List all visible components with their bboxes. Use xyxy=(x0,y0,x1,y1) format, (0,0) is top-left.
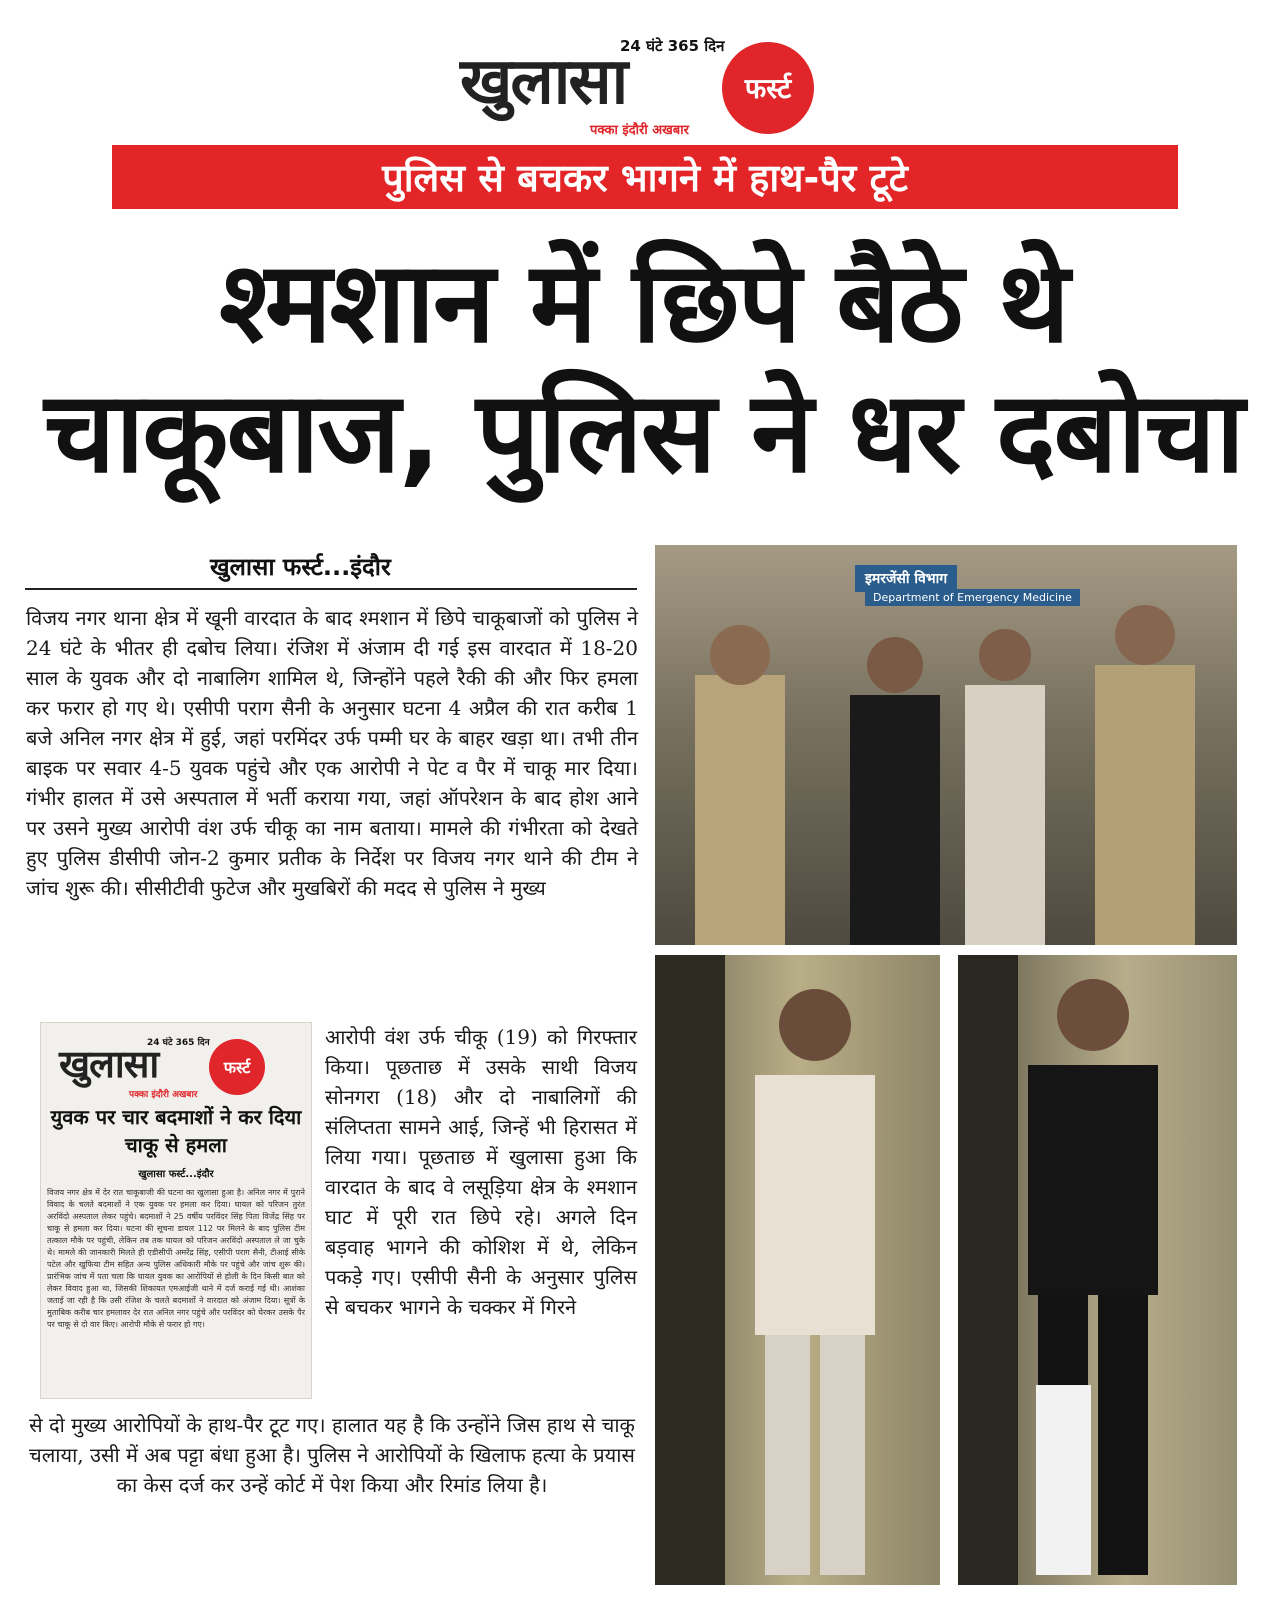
hospital-sign-english: Department of Emergency Medicine xyxy=(865,589,1080,606)
inset-dateline: खुलासा फर्स्ट...इंदौर xyxy=(138,1169,214,1180)
masthead-name: खुलासा xyxy=(460,45,627,119)
inset-subtitle: पक्का इंदौरी अखबार xyxy=(129,1090,198,1100)
inset-tagline: 24 घंटे 365 दिन xyxy=(147,1038,210,1048)
masthead-subtitle: पक्का इंदौरी अखबार xyxy=(590,123,689,138)
article-paragraph-1: विजय नगर थाना क्षेत्र में खूनी वारदात के बाद श्मशान में छिपे चाकूबाजों को पुलिस ने 24 घंटे के भीतर ही दबोच लिया। रंजिश में अंजाम दी गई इस वारदात में 18-20 साल के युवक और दो नाबालिग शामिल थे, जिन्होंने पहले रैकी की और फिर हमला कर फरार हो गए थे। एसीपी पराग सैनी के अनुसार घटना 4 अप्रैल की रात करीब 1 बजे अनिल नगर क्षेत्र में हुई, जहां परमिंदर उर्फ पम्मी घर के बाहर खड़ा था। तभी तीन बाइक पर सवार 4-5 युवक पहुंचे और एक आरोपी ने पेट व पैर में चाकू मार दिया। गंभीर हालत में उसे अस्पताल में भर्ती कराया गया, जहां ऑपरेशन के बाद होश आने पर उसने मुख्य आरोपी वंश उर्फ चीकू का नाम बताया। मामले की गंभीरता को देखते हुए पुलिस डीसीपी जोन-2 कुमार प्रतीक के निर्देश पर विजय नगर थाने की टीम ने जांच शुरू की। सीसीटीवी फुटेज और मुखबिरों की मदद से पुलिस ने मुख्य xyxy=(26,606,638,900)
inset-masthead-logo xyxy=(59,1035,299,1100)
masthead-tagline: 24 घंटे 365 दिन xyxy=(620,37,725,55)
headline-line-2: चाकूबाज, पुलिस ने धर दबोचा xyxy=(44,368,1243,498)
photo-figures-illustration xyxy=(655,545,1237,945)
dateline-rule xyxy=(25,588,637,590)
headline xyxy=(20,238,1267,498)
article-paragraph-2: आरोपी वंश उर्फ चीकू (19) को गिरफ्तार किया। पूछताछ में उसके साथी विजय सोनगरा (18) और दो नाबालिगों की संलिप्तता सामने आई, जिन्हें भी हिरासत में लिया गया। पूछताछ में खुलासा हुआ कि वारदात के बाद वे लसूड़िया क्षेत्र के श्मशान घाट में पूरी रात छिपे रहे। अगले दिन बड़वाह भागने की कोशिश में थे, लेकिन पकड़े गए। एसीपी सैनी के अनुसार पुलिस से बचकर भागने के चक्कर में गिरने xyxy=(325,1025,637,1319)
kicker-banner: पुलिस से बचकर भागने में हाथ-पैर टूटे xyxy=(112,145,1178,209)
photo-accused-1 xyxy=(655,955,940,1585)
photo-accused-1-illustration xyxy=(655,955,940,1585)
headline-line-1: श्मशान में छिपे बैठे थे xyxy=(219,238,1068,368)
photo-police-escort xyxy=(655,545,1237,945)
inset-text: विजय नगर क्षेत्र में देर रात चाकूबाजी की घटना का खुलासा हुआ है। अनिल नगर में पुराने विवाद के चलते बदमाशों ने एक युवक पर हमला कर दिया। घायल को परिजन तुरंत अरविंदो अस्पताल लेकर पहुंचे। बदमाशों ने 25 वर्षीय परविंदर सिंह पिता विजेंद्र सिंह पर चाकू से हमला कर दिया। घटना की सूचना डायल 112 पर मिलने के बाद पुलिस टीम तत्काल मौके पर पहुंची, लेकिन तब तक घायल को परिजन अरविंदो अस्पताल ले जा चुके थे। मामले की जानकारी मिलते ही एडीसीपी अमरेंद्र सिंह, एसीपी पराग सैनी, टीआई सीके पटेल और खुफिया टीम सहित अन्य पुलिस अधिकारी मौके पर पहुंचे और जांच शुरू की। प्रारंभिक जांच में पता चला कि घायल युवक का आरोपियों से होली के दिन किसी बात को लेकर विवाद हुआ था, जिसकी शिकायत एमआईजी थाने में दर्ज कराई गई थी। आशंका जताई जा रही है कि उसी रंजिश के चलते बदमाशों ने वारदात को अंजाम दिया। सूत्रों के मुताबिक करीब चार हमलावर देर रात अनिल नगर पहुंचे और परविंदर को घेरकर उसके पैर पर चाकू से दो वार किए। आरोपी मौके से फरार हो गए। xyxy=(47,1188,305,1329)
inset-badge: फर्स्ट xyxy=(209,1039,265,1095)
inset-name: खुलासा xyxy=(59,1042,159,1086)
article-paragraph-3: से दो मुख्य आरोपियों के हाथ-पैर टूट गए। हालात यह है कि उन्होंने जिस हाथ से चाकू चलाया, उसी में अब पट्टा बंधा हुआ है। पुलिस ने आरोपियों के खिलाफ हत्या के प्रयास का केस दर्ज कर उन्हें कोर्ट में पेश किया और रिमांड लिया है। xyxy=(29,1413,635,1497)
dateline: खुलासा फर्स्ट...इंदौर xyxy=(210,553,391,581)
masthead-logo xyxy=(460,32,820,138)
hospital-sign: इमरजेंसी विभाग xyxy=(855,565,957,592)
masthead-badge: फर्स्ट xyxy=(722,42,814,134)
inset-clipping xyxy=(40,1022,312,1399)
inset-headline: युवक पर चार बदमाशों ने कर दिया चाकू से हमला xyxy=(50,1105,302,1157)
photo-accused-2 xyxy=(958,955,1237,1585)
photo-accused-2-illustration xyxy=(958,955,1237,1585)
